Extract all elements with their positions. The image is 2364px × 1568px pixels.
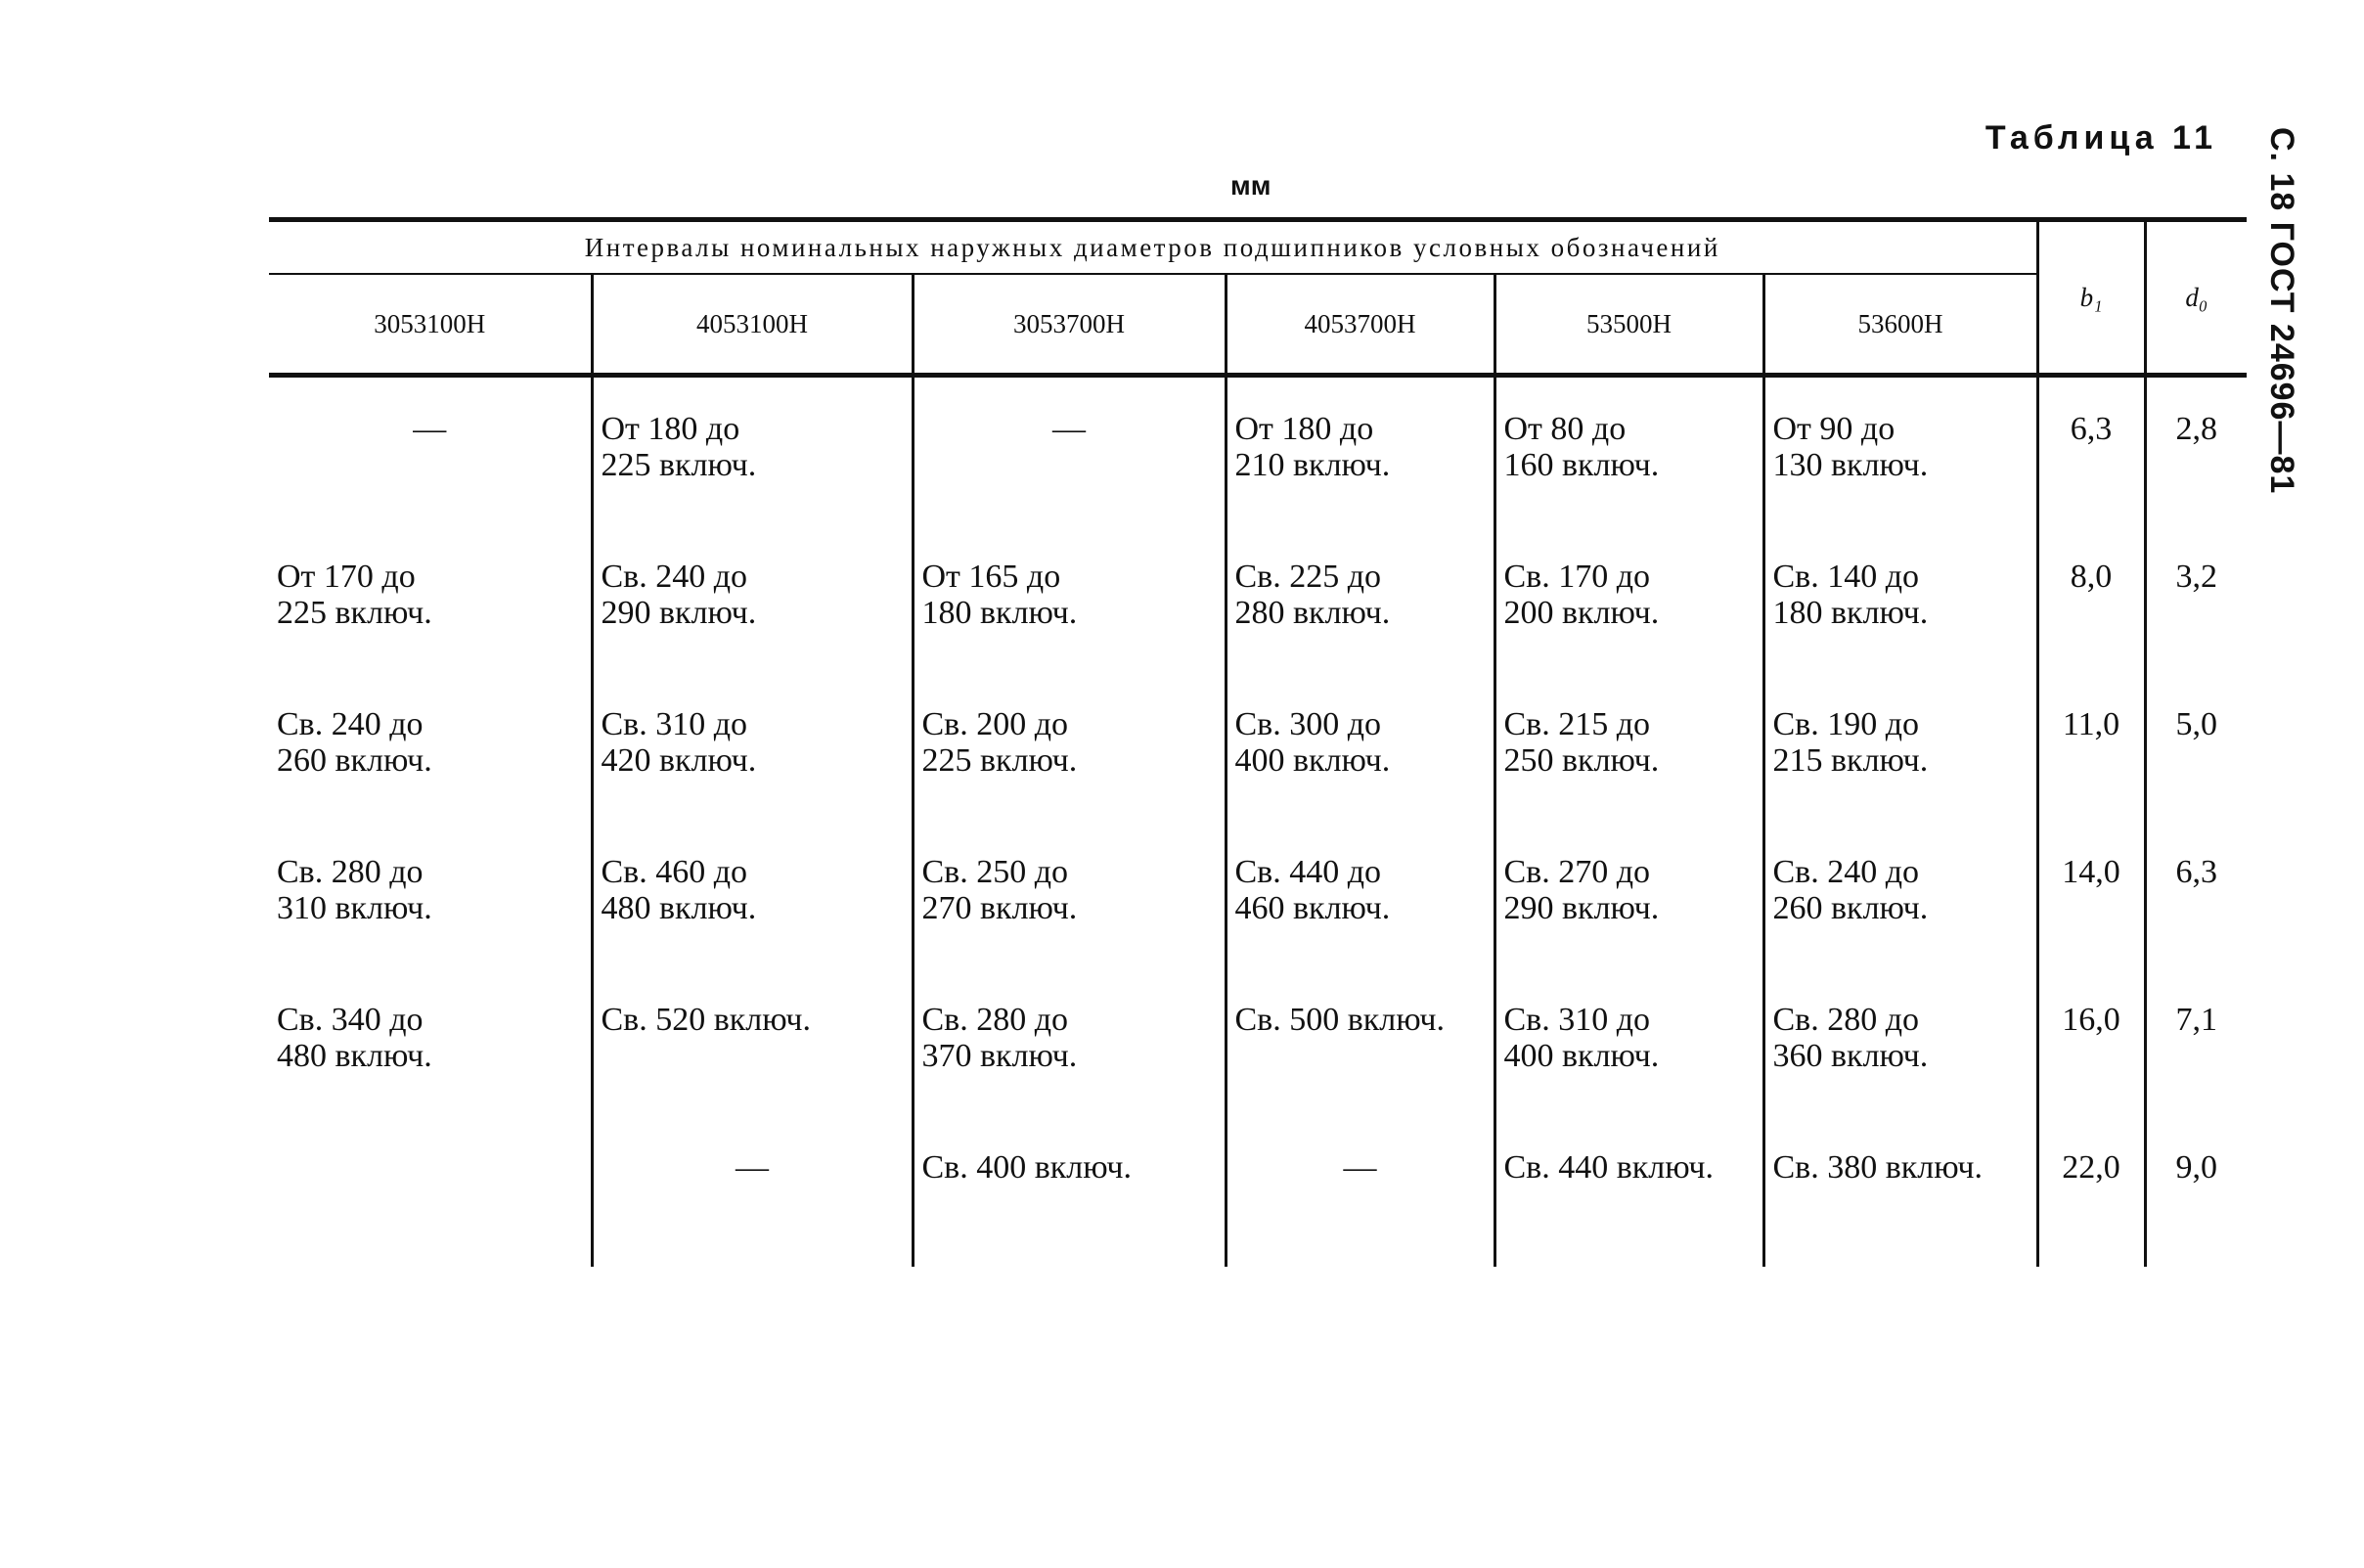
table-body xyxy=(269,376,2247,1268)
table-cell: Св. 280 до 310 включ. xyxy=(277,854,432,926)
table-cell: Св. 440 до 460 включ. xyxy=(1226,829,1494,976)
table-row xyxy=(269,829,2247,976)
table-cell: От 170 до 225 включ. xyxy=(277,559,432,631)
table-cell: Св. 340 до 480 включ. xyxy=(277,1002,432,1074)
b1-value: 6,3 xyxy=(2037,376,2145,534)
column-header: 3053700Н xyxy=(913,274,1226,376)
table-cell: Св. 225 до 280 включ. xyxy=(1226,533,1494,681)
b1-header: b₁ xyxy=(2037,220,2145,376)
table-cell: — xyxy=(413,411,447,447)
b1-value: 8,0 xyxy=(2037,533,2145,681)
d0-value: 7,1 xyxy=(2145,976,2247,1124)
b1-value: 14,0 xyxy=(2037,829,2145,976)
table-cell: Св. 240 до 260 включ. xyxy=(1763,829,2037,976)
group-header: Интервалы номинальных наружных диаметров подшипников условных обозначений xyxy=(269,220,2037,275)
table-cell: Св. 520 включ. xyxy=(592,976,913,1124)
table-title: Таблица 11 xyxy=(1985,119,2217,157)
column-header: 3053100Н xyxy=(269,274,592,376)
table-cell: Св. 215 до 250 включ. xyxy=(1494,681,1763,829)
table-cell: Св. 400 включ. xyxy=(913,1124,1226,1267)
table-row xyxy=(269,1124,2247,1267)
table-cell: Св. 300 до 400 включ. xyxy=(1226,681,1494,829)
page-header: С. 18 ГОСТ 24696—81 xyxy=(2263,127,2300,495)
table-cell: Св. 200 до 225 включ. xyxy=(913,681,1226,829)
table-cell: От 90 до 130 включ. xyxy=(1763,376,2037,534)
d0-header: d₀ xyxy=(2145,220,2247,376)
table-cell: От 165 до 180 включ. xyxy=(913,533,1226,681)
table-cell: Св. 500 включ. xyxy=(1226,976,1494,1124)
column-header: 4053700Н xyxy=(1226,274,1494,376)
table-cell: От 180 до 225 включ. xyxy=(592,376,913,534)
b1-value: 22,0 xyxy=(2037,1124,2145,1267)
table-cell: Св. 280 до 360 включ. xyxy=(1763,976,2037,1124)
table-cell: Св. 270 до 290 включ. xyxy=(1494,829,1763,976)
table-cell: Св. 460 до 480 включ. xyxy=(592,829,913,976)
bearing-diameter-table xyxy=(269,217,2247,1267)
d0-value: 5,0 xyxy=(2145,681,2247,829)
d0-value: 2,8 xyxy=(2145,376,2247,534)
d0-value: 6,3 xyxy=(2145,829,2247,976)
table-cell: От 180 до 210 включ. xyxy=(1226,376,1494,534)
table-cell: Св. 310 до 420 включ. xyxy=(592,681,913,829)
table-row xyxy=(269,681,2247,829)
d0-value: 3,2 xyxy=(2145,533,2247,681)
table-cell: От 80 до 160 включ. xyxy=(1494,376,1763,534)
table-cell: Св. 440 включ. xyxy=(1494,1124,1763,1267)
table-row xyxy=(269,376,2247,534)
table-cell: Св. 170 до 200 включ. xyxy=(1494,533,1763,681)
b1-value: 16,0 xyxy=(2037,976,2145,1124)
table-cell xyxy=(269,1124,592,1267)
b1-value: 11,0 xyxy=(2037,681,2145,829)
column-header-row xyxy=(269,274,2247,376)
units-label: мм xyxy=(1230,170,1271,201)
table-cell: Св. 240 до 260 включ. xyxy=(277,706,432,779)
table-cell: — xyxy=(592,1124,913,1267)
table-cell: Св. 140 до 180 включ. xyxy=(1763,533,2037,681)
table-cell: Св. 310 до 400 включ. xyxy=(1494,976,1763,1124)
column-header: 4053100Н xyxy=(592,274,913,376)
table-row xyxy=(269,533,2247,681)
table-cell: Св. 280 до 370 включ. xyxy=(913,976,1226,1124)
d0-value: 9,0 xyxy=(2145,1124,2247,1267)
table-cell: Св. 380 включ. xyxy=(1763,1124,2037,1267)
table-cell: Св. 240 до 290 включ. xyxy=(592,533,913,681)
table-row xyxy=(269,976,2247,1124)
table-cell: Св. 250 до 270 включ. xyxy=(913,829,1226,976)
table-cell: Св. 190 до 215 включ. xyxy=(1763,681,2037,829)
table-cell: — xyxy=(1226,1124,1494,1267)
table-cell: — xyxy=(913,376,1226,534)
column-header: 53600Н xyxy=(1763,274,2037,376)
column-header: 53500Н xyxy=(1494,274,1763,376)
